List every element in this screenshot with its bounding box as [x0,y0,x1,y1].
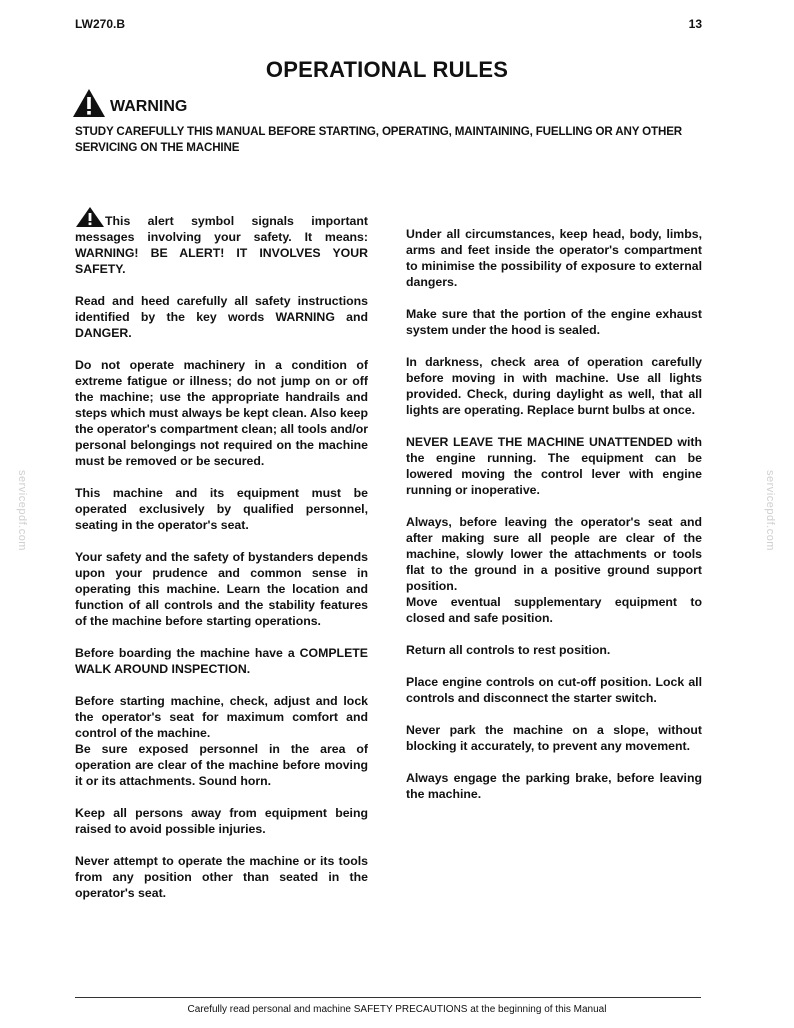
paragraph: This machine and its equipment must be operated exclusively by qualified personnel, seating in the operator's seat. [75,486,368,532]
paragraph: Never park the machine on a slope, without blocking it accurately, to prevent any movement. [406,723,702,753]
study-manual-notice: STUDY CAREFULLY THIS MANUAL BEFORE STARTING, OPERATING, MAINTAINING, FUELLING OR ANY OTHER SERVICING ON THE MACHINE [75,125,682,154]
paragraph: Never attempt to operate the machine or its tools from any position other than seated in the operator's seat. [75,854,368,900]
paragraph: Place engine controls on cut-off position. Lock all controls and disconnect the starter switch. [406,675,702,705]
paragraph: Before boarding the machine have a COMPLETE WALK AROUND INSPECTION. [75,646,368,676]
document-code: LW270.B [75,17,126,31]
paragraph: Your safety and the safety of bystanders depends upon your prudence and common sense in operating this machine. Learn the location and function of all controls and the stability features of the machine before starting operations. [75,550,368,628]
paragraph-text: This alert symbol signals important messages involving your safety. It means: WARNING! BE ALERT! IT INVOLVES YOUR SAFETY. [75,214,368,276]
watermark-left: servicepdf.com [16,470,28,551]
alert-symbol-paragraph [75,206,368,277]
paragraph: Always, before leaving the operator's seat and after making sure all people are clear of the machine, slowly lower the attachments or tools flat to the ground in a positive ground support position. [406,515,702,593]
footer-divider [75,997,701,998]
warning-label: WARNING [110,98,188,115]
paragraph: Do not operate machinery in a condition of extreme fatigue or illness; do not jump on or off the machine; use the appropriate handrails and steps which must always be kept clean. Also keep the operator's compartment clean; all tools and/or personal belongings not required on the machine must be removed or be secured. [75,358,368,468]
paragraph: In darkness, check area of operation carefully before moving in with machine. Use all lights provided. Check, during daylight as well, that all lights are operating. Replace burnt bulbs at once. [406,355,702,417]
footer-note: Carefully read personal and machine SAFETY PRECAUTIONS at the beginning of this Manual [187,1004,607,1015]
paragraph: Under all circumstances, keep head, body, limbs, arms and feet inside the operator's compartment to minimise the possibility of exposure to external dangers. [406,227,702,289]
page-title: OPERATIONAL RULES [265,57,509,82]
warning-triangle-icon [72,88,106,118]
paragraph: Always engage the parking brake, before leaving the machine. [406,771,702,801]
watermark-right: servicepdf.com [764,470,776,551]
warning-heading [72,88,187,118]
page-number: 13 [688,17,702,31]
paragraph: Be sure exposed personnel in the area of operation are clear of the machine before moving it or its attachments. Sound horn. [75,742,368,788]
paragraph: Read and heed carefully all safety instructions identified by the key words WARNING and DANGER. [75,294,368,340]
paragraph: Move eventual supplementary equipment to closed and safe position. [406,595,702,625]
right-column [406,226,702,818]
left-column [75,206,368,917]
paragraph: Before starting machine, check, adjust and lock the operator's seat for maximum comfort and control of the machine. [75,694,368,740]
paragraph: Make sure that the portion of the engine exhaust system under the hood is sealed. [406,307,702,337]
paragraph: Keep all persons away from equipment being raised to avoid possible injuries. [75,806,368,836]
alert-triangle-icon [75,206,105,228]
paragraph: Return all controls to rest position. [406,643,611,657]
paragraph: NEVER LEAVE THE MACHINE UNATTENDED with the engine running. The equipment can be lowered moving the control lever with engine running or inoperative. [406,435,702,497]
